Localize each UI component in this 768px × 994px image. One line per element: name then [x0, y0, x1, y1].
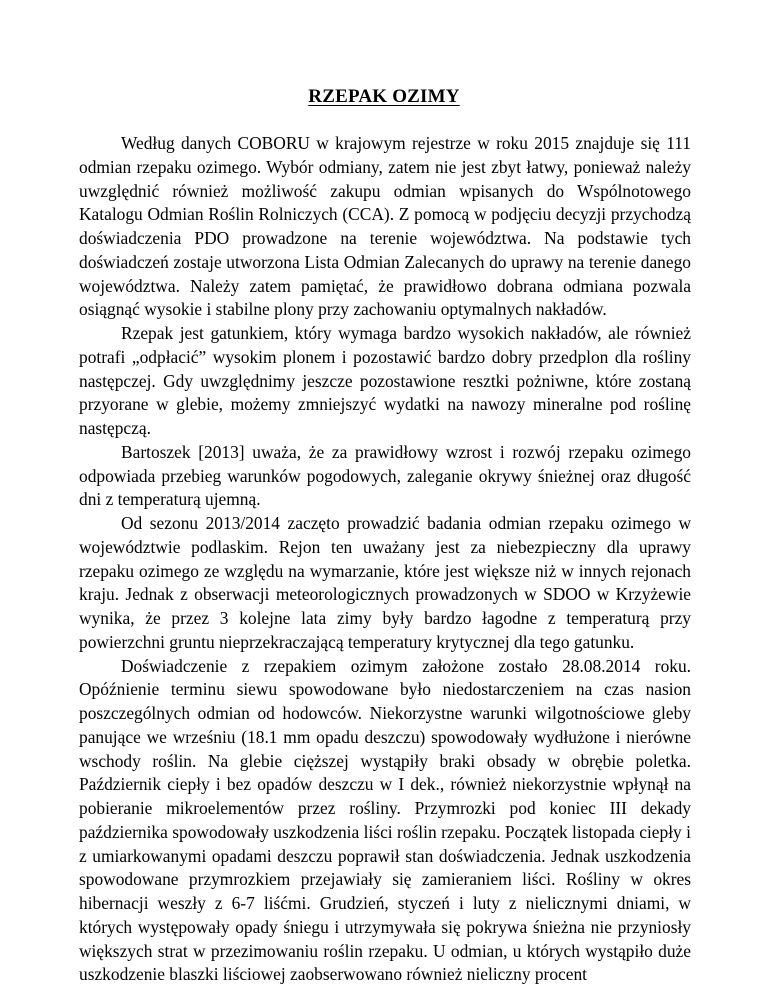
- paragraph-podlaskie-trials: Od sezonu 2013/2014 zaczęto prowadzić badania odmian rzepaku ozimego w województwie podlaskim. Rejon ten uważany jest za niebezpieczny dla uprawy rzepaku ozimego ze względu na wymarzanie, które jest większe niż w innych rejonach kraju. Jednak z obserwacji meteorologicznych prowadzonych w SDOO w Krzyżewie wynika, że przez 3 kolejne lata zimy były bardzo łagodne z temperaturą przy powierzchni gruntu nieprzekraczającą temperatury krytycznej dla tego gatunku.: [79, 513, 691, 652]
- paragraph-rapeseed-inputs: Rzepak jest gatunkiem, który wymaga bardzo wysokich nakładów, ale również potrafi „odpłacić” wysokim plonem i pozostawić bardzo dobry przedplon dla rośliny następczej. Gdy uwzględnimy jeszcze pozostawione resztki pożniwne, które zostaną przyorane w glebie, możemy zmniejszyć wydatki na nawozy mineralne pod roślinę następczą.: [79, 323, 691, 438]
- document-body: [79, 132, 691, 987]
- paragraph-coboru-register: Według danych COBORU w krajowym rejestrze w roku 2015 znajduje się 111 odmian rzepaku ozimego. Wybór odmiany, zatem nie jest zbyt łatwy, ponieważ należy uwzględnić również możliwość zakupu odmian wpisanych do Wspólnotowego Katalogu Odmian Roślin Rolniczych (CCA). Z pomocą w podjęciu decyzji przychodzą doświadczenia PDO prowadzone na terenie województwa. Na podstawie tych doświadczeń zostaje utworzona Lista Odmian Zalecanych do uprawy na terenie danego województwa. Należy zatem pamiętać, że prawidłowo dobrana odmiana pozwala osiągnąć wysokie i stabilne plony przy zachowaniu optymalnych nakładów.: [79, 133, 691, 320]
- document-title: RZEPAK OZIMY: [308, 86, 460, 107]
- paragraph-experiment-2014: Doświadczenie z rzepakiem ozimym założone zostało 28.08.2014 roku. Opóźnienie terminu siewu spowodowane było niedostarczeniem na czas nasion poszczególnych odmian od hodowców. Niekorzystne warunki wilgotnościowe gleby panujące we wrześniu (18.1 mm opadu deszczu) spowodowały wydłużone i nierówne wschody roślin. Na glebie cięższej wystąpiły braki obsady w obrębie poletka. Październik ciepły i bez opadów deszczu w I dek., również niekorzystnie wpłynął na pobieranie mikroelementów przez rośliny. Przymrozki pod koniec III dekady października spowodowały uszkodzenia liści roślin rzepaku. Początek listopada ciepły i z umiarkowanymi opadami deszczu poprawił stan doświadczenia. Jednak uszkodzenia spowodowane przymrozkiem przejawiały się zamieraniem liści. Rośliny w okres hibernacji weszły z 6-7 liśćmi. Grudzień, styczeń i luty z nielicznymi dniami, w których występowały opady śniegu i utrzymywała się pokrywa śnieżna nie przyniosły większych strat w przezimowaniu roślin rzepaku. U odmian, u których wystąpiło duże uszkodzenie blaszki liściowej zaobserwowano również nieliczny procent: [79, 655, 691, 985]
- paragraph-bartoszek: Bartoszek [2013] uważa, że za prawidłowy wzrost i rozwój rzepaku ozimego odpowiada przebieg warunków pogodowych, zaleganie okrywy śnieżnej oraz długość dni z temperaturą ujemną.: [79, 441, 691, 510]
